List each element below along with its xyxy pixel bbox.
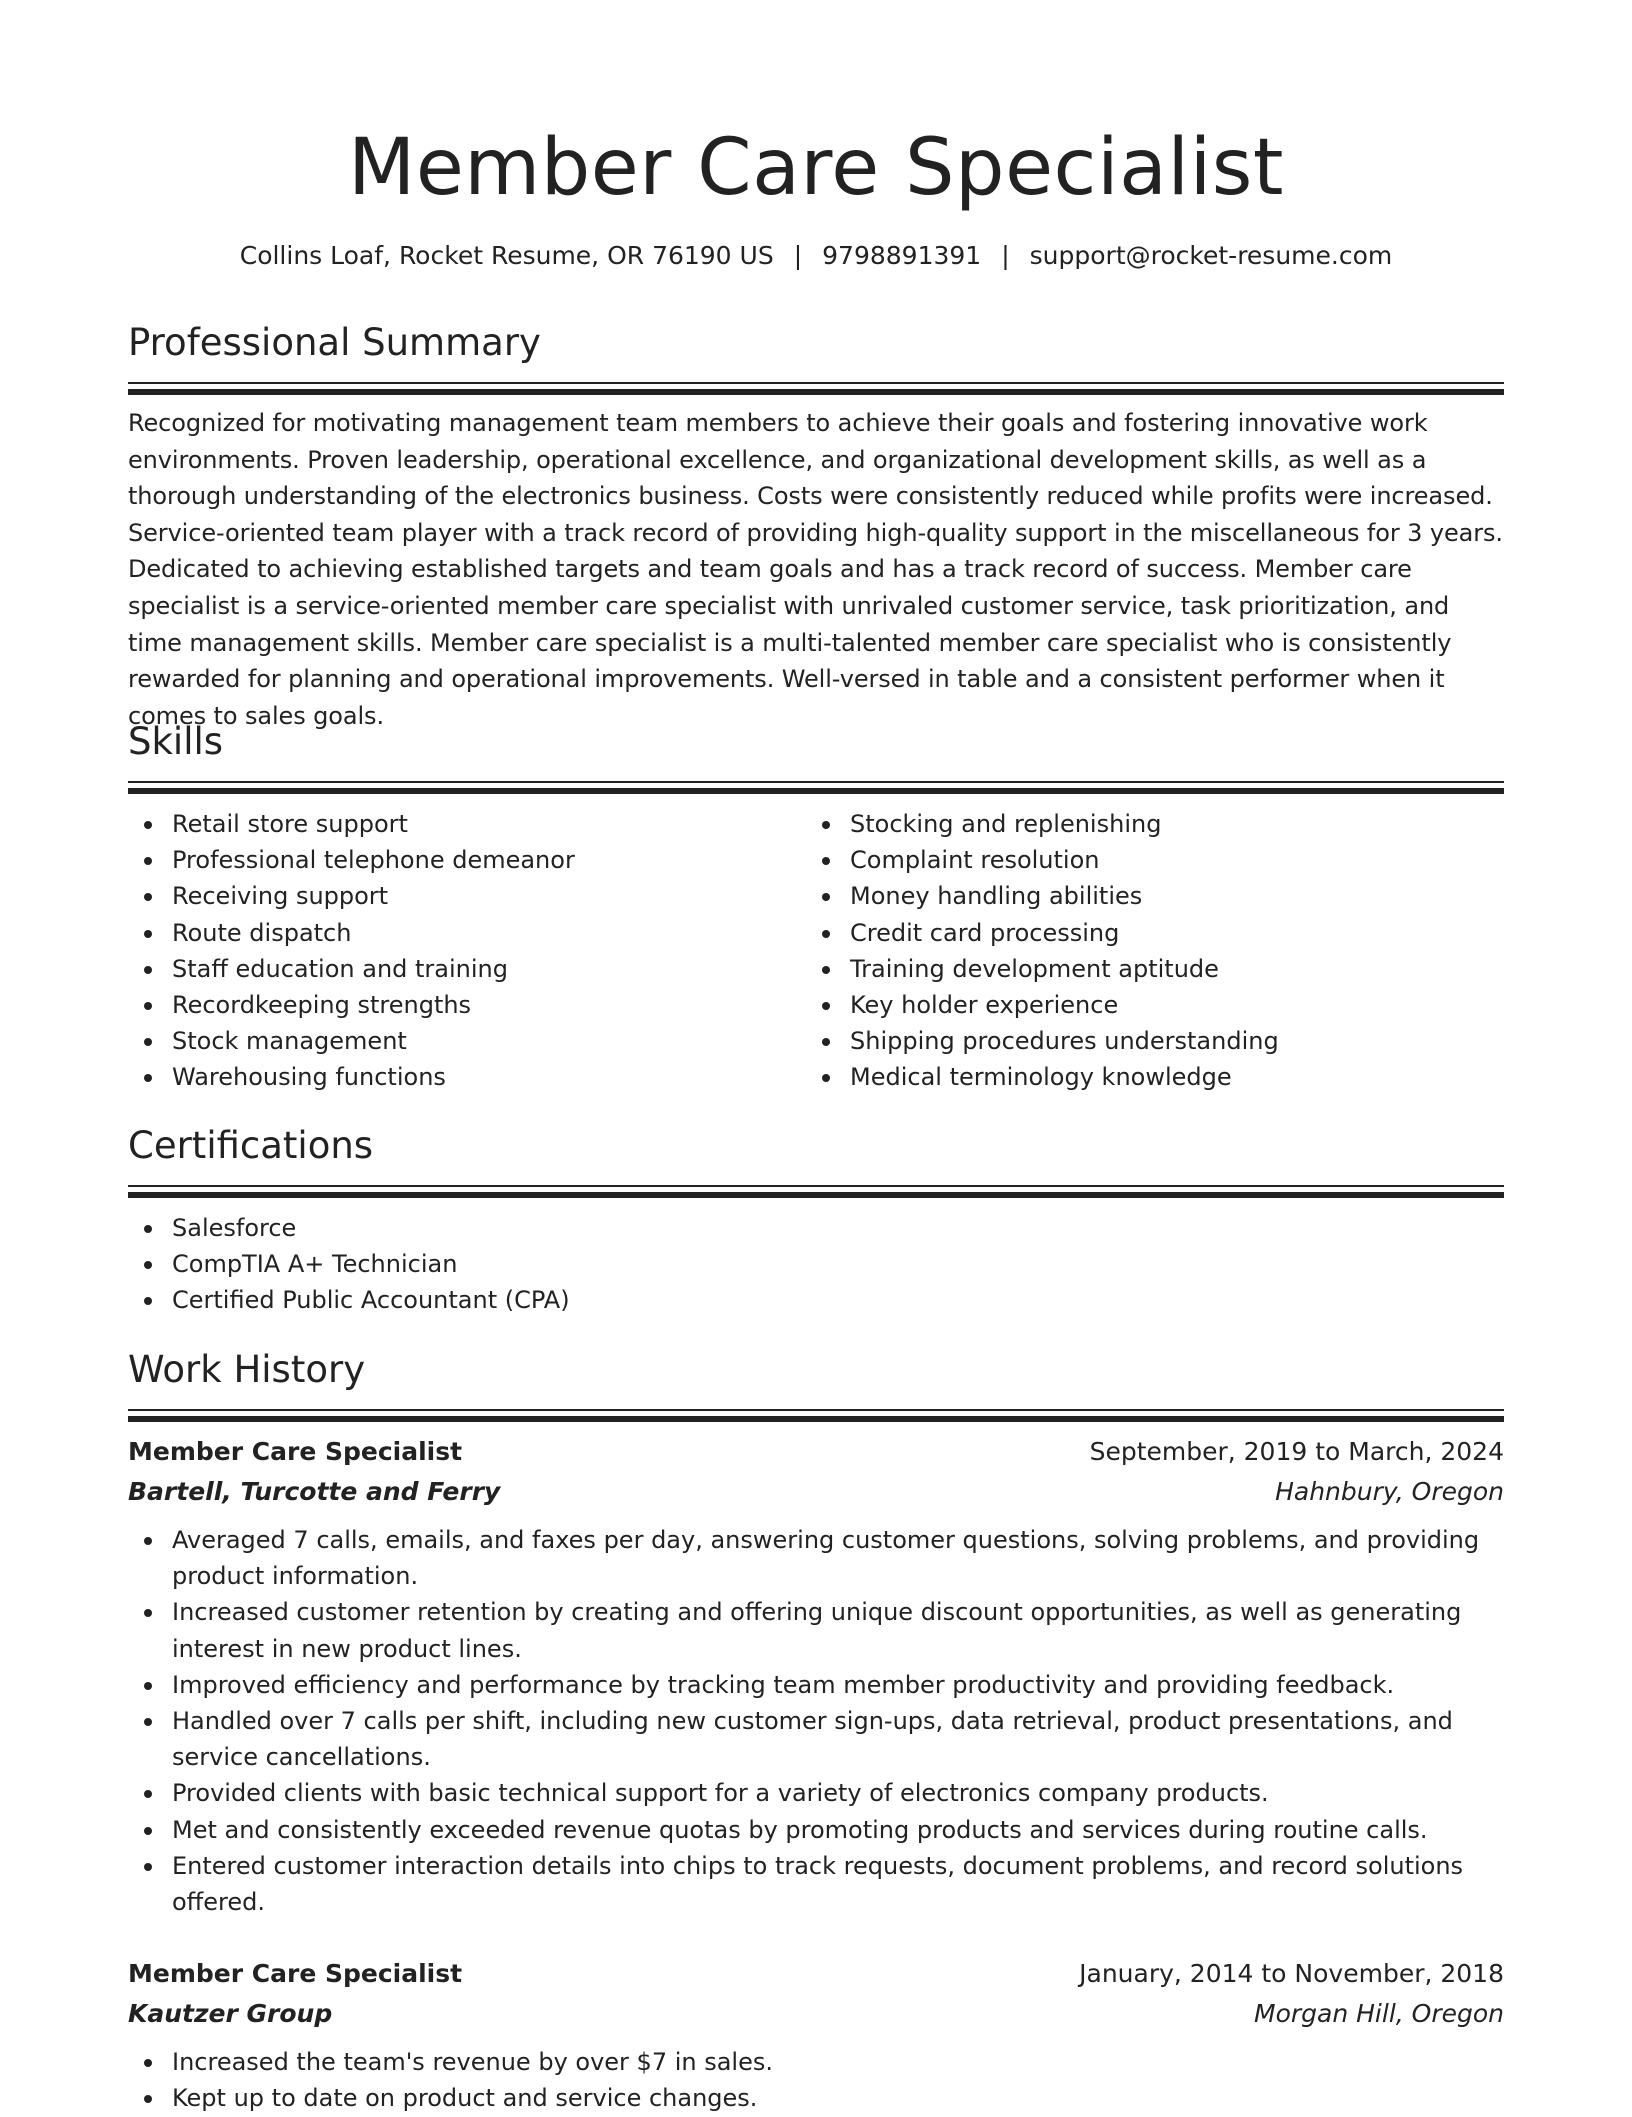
skill-item: Complaint resolution xyxy=(806,842,1484,878)
section-divider-thick xyxy=(128,1192,1504,1198)
section-divider xyxy=(128,1409,1504,1411)
resume-title: Member Care Specialist xyxy=(348,123,1284,213)
job-title: Member Care Specialist xyxy=(128,1959,463,1989)
job-title: Member Care Specialist xyxy=(128,1437,463,1466)
skills-grid xyxy=(128,806,1504,1096)
certifications-heading: Certifications xyxy=(128,1124,374,1167)
job-bullet: Increased customer retention by creating and offering unique discount opportunities, as well as generating interest in new product lines. xyxy=(128,1594,1504,1666)
job-dates: September, 2019 to March, 2024 xyxy=(1089,1437,1504,1466)
contact-address: Collins Loaf, Rocket Resume, OR 76190 US xyxy=(239,241,774,270)
job-company-row xyxy=(128,1994,1504,2034)
job-header-row xyxy=(128,1954,1504,1994)
skill-item: Medical terminology knowledge xyxy=(806,1059,1484,1095)
skill-item: Key holder experience xyxy=(806,987,1484,1023)
skill-item: Retail store support xyxy=(128,806,806,842)
certification-item: Certified Public Accountant (CPA) xyxy=(128,1282,1504,1318)
job-bullet: Improved efficiency and performance by tracking team member productivity and providing feedback. xyxy=(128,1667,1504,1703)
section-divider-thick xyxy=(128,1416,1504,1422)
skill-item: Receiving support xyxy=(128,878,806,914)
summary-text: Recognized for motivating management team members to achieve their goals and fostering innovative work environments. Proven leadership, operational excellence, and organizational development skills, as well as a thorough understanding of the electronics business. Costs were consistently reduced while profits were increased. Service-oriented team player with a track record of providing high-quality support in the miscellaneous for 3 years. Dedicated to achieving established targets and team goals and has a track record of success. Member care specialist is a service-oriented member care specialist with unrivaled customer service, task prioritization, and time management skills. Member care specialist is a multi-talented member care specialist who is consistently rewarded for planning and operational improvements. Well-versed in table and a consistent performer when it comes to sales goals. xyxy=(128,409,1503,730)
job-bullet: Increased the team's revenue by over $7 in sales. xyxy=(128,2044,1504,2080)
certifications-section xyxy=(128,1121,1504,1319)
skill-item: Warehousing functions xyxy=(128,1059,806,1095)
certifications-list xyxy=(128,1210,1504,1319)
job-company: Bartell, Turcotte and Ferry xyxy=(128,1477,501,1506)
certification-item: CompTIA A+ Technician xyxy=(128,1246,1504,1282)
skill-item: Stock management xyxy=(128,1023,806,1059)
contact-separator: | xyxy=(793,241,803,270)
skill-item: Professional telephone demeanor xyxy=(128,842,806,878)
job-bullet: Averaged 7 calls, emails, and faxes per day, answering customer questions, solving problems, and providing product information. xyxy=(128,1522,1504,1594)
job-bullet: Entered customer interaction details into chips to track requests, document problems, and record solutions offered. xyxy=(128,1848,1504,1920)
skill-item: Route dispatch xyxy=(128,915,806,951)
job-company-row xyxy=(128,1472,1504,1512)
contact-email: support@rocket-resume.com xyxy=(1029,241,1393,270)
skill-item: Credit card processing xyxy=(806,915,1484,951)
skill-item: Staff education and training xyxy=(128,951,806,987)
skill-item: Training development aptitude xyxy=(806,951,1484,987)
job-bullets xyxy=(128,1522,1504,1920)
job-bullet: Provided clients with basic technical support for a variety of electronics company products. xyxy=(128,1775,1504,1811)
skills-right-list xyxy=(806,806,1484,1096)
job-bullet: Handled over 7 calls per shift, including new customer sign-ups, data retrieval, product presentations, and service cancellations. xyxy=(128,1703,1504,1775)
work-history-heading: Work History xyxy=(128,1348,366,1391)
skill-item: Shipping procedures understanding xyxy=(806,1023,1484,1059)
skills-heading: Skills xyxy=(128,720,224,763)
job-location: Hahnbury, Oregon xyxy=(1275,1477,1504,1506)
section-divider xyxy=(128,1185,1504,1187)
work-history-section xyxy=(128,1345,1504,2117)
job-bullet: Met and consistently exceeded revenue quotas by promoting products and services during routine calls. xyxy=(128,1812,1504,1848)
section-divider-thick xyxy=(128,389,1504,395)
job-location: Morgan Hill, Oregon xyxy=(1254,1999,1504,2029)
job-bullet: Kept up to date on product and service changes. xyxy=(128,2080,1504,2116)
job-entry xyxy=(128,1954,1504,2116)
job-dates: January, 2014 to November, 2018 xyxy=(1079,1959,1504,1989)
summary-section xyxy=(128,318,1504,734)
certification-item: Salesforce xyxy=(128,1210,1504,1246)
job-header-row xyxy=(128,1432,1504,1472)
contact-separator: | xyxy=(1001,241,1010,270)
skill-item: Stocking and replenishing xyxy=(806,806,1484,842)
contact-phone: 9798891391 xyxy=(822,241,982,270)
section-divider-thick xyxy=(128,788,1504,794)
skill-item: Money handling abilities xyxy=(806,878,1484,914)
skill-item: Recordkeeping strengths xyxy=(128,987,806,1023)
job-entry xyxy=(128,1432,1504,1920)
skills-left-list xyxy=(128,806,806,1096)
job-bullets xyxy=(128,2044,1504,2116)
contact-line xyxy=(128,237,1504,275)
job-company: Kautzer Group xyxy=(128,1999,333,2029)
skills-section xyxy=(128,717,1504,1096)
section-divider xyxy=(128,781,1504,783)
section-divider xyxy=(128,382,1504,384)
summary-heading: Professional Summary xyxy=(128,321,541,364)
